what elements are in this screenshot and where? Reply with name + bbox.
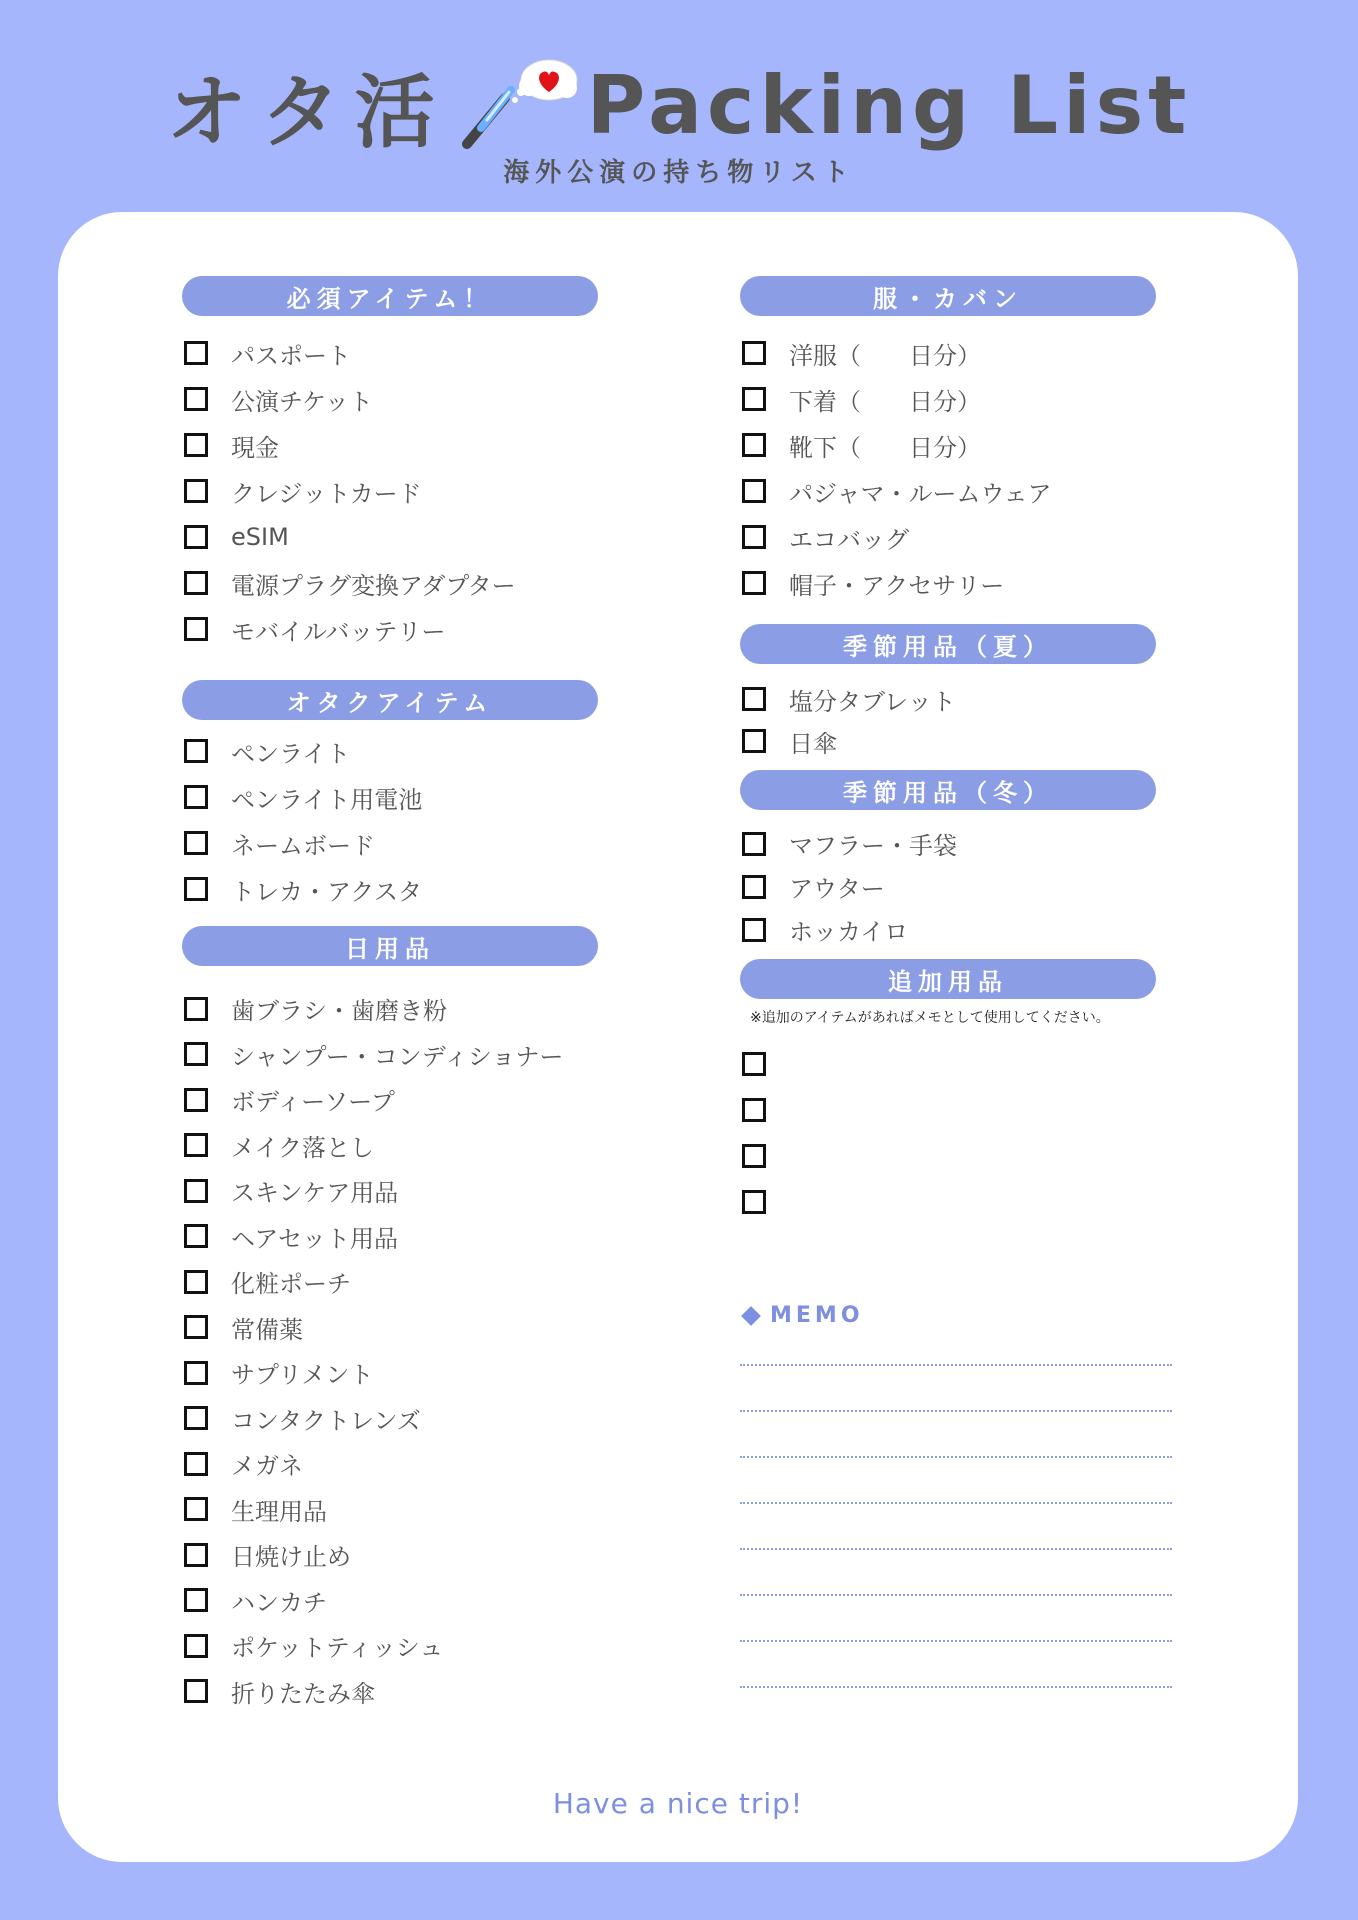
left-column — [182, 276, 602, 1714]
checkbox[interactable] — [184, 1179, 208, 1203]
item-label: コンタクトレンズ — [231, 1406, 421, 1435]
item-label: マフラー・手袋 — [789, 832, 957, 860]
item-label: モバイルバッテリー — [231, 617, 446, 646]
list-item[interactable] — [182, 728, 602, 774]
item-label: 生理用品 — [231, 1497, 327, 1526]
list-item[interactable] — [740, 514, 1160, 560]
item-label: 日焼け止め — [231, 1543, 351, 1572]
item-label: ペンライト — [231, 739, 351, 768]
list-item[interactable] — [182, 1623, 602, 1669]
item-label: パスポート — [231, 341, 351, 370]
list-item[interactable] — [182, 1532, 602, 1578]
section-title-summer: 季節用品（夏） — [740, 624, 1156, 664]
checkbox[interactable] — [742, 1190, 766, 1214]
checkbox[interactable] — [742, 1098, 766, 1122]
item-label: 電源プラグ変換アダプター — [231, 571, 516, 600]
memo-line — [740, 1364, 1172, 1366]
checkbox[interactable] — [184, 1679, 208, 1703]
item-label: 洋服（ 日分） — [789, 341, 981, 370]
item-label: ポケットティッシュ — [231, 1634, 444, 1663]
memo-line — [740, 1502, 1172, 1504]
item-label: 靴下（ 日分） — [789, 433, 981, 462]
item-label: 常備薬 — [231, 1315, 303, 1344]
blank-item[interactable] — [740, 1087, 1160, 1133]
memo-line — [740, 1594, 1172, 1596]
otaku-list — [182, 728, 602, 912]
title-en: Packing List — [586, 59, 1192, 152]
list-item[interactable] — [182, 1487, 602, 1533]
item-label: 塩分タブレット — [789, 687, 956, 716]
checkbox[interactable] — [742, 433, 766, 457]
item-label: サプリメント — [231, 1361, 374, 1390]
checkbox[interactable] — [184, 1406, 208, 1430]
list-item[interactable] — [740, 822, 1160, 865]
list-item[interactable] — [182, 774, 602, 820]
list-item[interactable] — [182, 986, 602, 1032]
memo-line — [740, 1456, 1172, 1458]
list-item[interactable] — [182, 514, 602, 560]
list-item[interactable] — [182, 330, 602, 376]
checkbox[interactable] — [742, 918, 766, 942]
item-label: シャンプー・コンディショナー — [231, 1042, 564, 1071]
checkbox[interactable] — [184, 1588, 208, 1612]
memo-line — [740, 1640, 1172, 1642]
checkbox[interactable] — [184, 1133, 208, 1157]
list-item[interactable] — [182, 820, 602, 866]
checkbox[interactable] — [742, 387, 766, 411]
checkbox[interactable] — [184, 739, 208, 763]
checkbox[interactable] — [184, 1543, 208, 1567]
list-item[interactable] — [740, 678, 1160, 720]
list-item[interactable] — [740, 422, 1160, 468]
section-title-otaku: オタクアイテム — [182, 680, 598, 720]
checkbox[interactable] — [184, 1497, 208, 1521]
checkbox[interactable] — [184, 1452, 208, 1476]
item-label: スキンケア用品 — [231, 1179, 399, 1208]
extra-note: ※追加のアイテムがあればメモとして使用してください。 — [750, 1010, 1110, 1026]
list-item[interactable] — [182, 1669, 602, 1715]
checkbox[interactable] — [742, 341, 766, 365]
memo-line — [740, 1548, 1172, 1550]
item-label: ホッカイロ — [789, 918, 909, 946]
checkbox[interactable] — [184, 1088, 208, 1112]
memo-lines[interactable] — [740, 1364, 1160, 1688]
checkbox[interactable] — [184, 479, 208, 503]
section-title-essentials: 必須アイテム！ — [182, 276, 598, 316]
checkbox[interactable] — [742, 832, 766, 856]
list-item[interactable] — [182, 1168, 602, 1214]
item-label: 現金 — [231, 433, 279, 462]
item-label: パジャマ・ルームウェア — [789, 479, 1052, 508]
item-label: アウター — [789, 875, 885, 903]
item-label: メガネ — [231, 1452, 303, 1481]
list-item[interactable] — [740, 865, 1160, 908]
subtitle: 海外公演の持ち物リスト — [503, 158, 855, 188]
right-column — [740, 276, 1160, 1688]
checkbox[interactable] — [184, 785, 208, 809]
footer-message: Have a nice trip! — [552, 1787, 804, 1820]
memo-label: MEMO — [770, 1303, 864, 1328]
checkbox[interactable] — [184, 525, 208, 549]
checkbox[interactable] — [742, 1052, 766, 1076]
section-title-winter: 季節用品（冬） — [740, 770, 1156, 810]
checkbox[interactable] — [184, 997, 208, 1021]
memo-line — [740, 1410, 1172, 1412]
daily-list — [182, 986, 602, 1714]
header — [0, 48, 1358, 163]
list-item[interactable] — [182, 606, 602, 652]
section-title-extra: 追加用品 — [740, 959, 1156, 999]
checkbox[interactable] — [742, 875, 766, 899]
summer-list — [740, 678, 1160, 762]
checkbox[interactable] — [742, 729, 766, 753]
blank-item[interactable] — [740, 1179, 1160, 1225]
essentials-list — [182, 330, 602, 652]
list-item[interactable] — [182, 1259, 602, 1305]
item-label: 日傘 — [789, 729, 837, 758]
item-label: eSIM — [231, 523, 289, 551]
checkbox[interactable] — [184, 387, 208, 411]
item-label: ボディーソープ — [231, 1088, 395, 1117]
checkbox[interactable] — [184, 831, 208, 855]
list-item[interactable] — [182, 1305, 602, 1351]
penlight-heart-icon — [453, 56, 583, 156]
item-label: 公演チケット — [231, 387, 373, 416]
checkbox[interactable] — [184, 1634, 208, 1658]
item-label: 下着（ 日分） — [789, 387, 981, 416]
extra-list — [740, 1041, 1160, 1225]
list-item[interactable] — [182, 866, 602, 912]
item-label: ヘアセット用品 — [231, 1224, 399, 1253]
list-item[interactable] — [182, 1396, 602, 1442]
blank-item[interactable] — [740, 1041, 1160, 1087]
blank-item[interactable] — [740, 1133, 1160, 1179]
memo-line — [740, 1686, 1172, 1688]
list-item[interactable] — [740, 468, 1160, 514]
winter-list — [740, 822, 1160, 951]
checkbox[interactable] — [742, 571, 766, 595]
checkbox[interactable] — [184, 1361, 208, 1385]
list-item[interactable] — [182, 1350, 602, 1396]
list-item[interactable] — [182, 376, 602, 422]
list-item[interactable] — [740, 376, 1160, 422]
list-item[interactable] — [182, 1578, 602, 1624]
section-title-clothes: 服・カバン — [740, 276, 1156, 316]
checkbox[interactable] — [184, 1224, 208, 1248]
item-label: メイク落とし — [231, 1133, 375, 1162]
checklist-card — [58, 212, 1298, 1862]
list-item[interactable] — [182, 468, 602, 514]
checkbox[interactable] — [742, 687, 766, 711]
item-label: 帽子・アクセサリー — [789, 571, 1005, 600]
item-label: エコバッグ — [789, 525, 909, 554]
checkbox[interactable] — [184, 1270, 208, 1294]
list-item[interactable] — [740, 330, 1160, 376]
checkbox[interactable] — [184, 571, 208, 595]
diamond-icon — [741, 1306, 761, 1326]
list-item[interactable] — [182, 1077, 602, 1123]
list-item[interactable] — [740, 720, 1160, 762]
checkbox[interactable] — [184, 617, 208, 641]
checkbox[interactable] — [742, 525, 766, 549]
list-item[interactable] — [182, 1441, 602, 1487]
list-item[interactable] — [740, 560, 1160, 606]
item-label: ネームボード — [231, 831, 375, 860]
list-item[interactable] — [182, 560, 602, 606]
clothes-list — [740, 330, 1160, 606]
item-label: 歯ブラシ・歯磨き粉 — [231, 997, 447, 1026]
checkbox[interactable] — [742, 479, 766, 503]
item-label: ペンライト用電池 — [231, 785, 423, 814]
item-label: 化粧ポーチ — [231, 1270, 351, 1299]
item-label: トレカ・アクスタ — [231, 877, 423, 906]
checkbox[interactable] — [742, 1144, 766, 1168]
checkbox[interactable] — [184, 1315, 208, 1339]
section-title-daily: 日用品 — [182, 926, 598, 966]
checkbox[interactable] — [184, 433, 208, 457]
checkbox[interactable] — [184, 877, 208, 901]
checkbox[interactable] — [184, 1042, 208, 1066]
item-label: ハンカチ — [231, 1588, 327, 1617]
item-label: クレジットカード — [231, 479, 422, 508]
title-jp: オタ活 — [166, 66, 449, 159]
list-item[interactable] — [740, 908, 1160, 951]
list-item[interactable] — [182, 1214, 602, 1260]
item-label: 折りたたみ傘 — [231, 1679, 375, 1708]
memo-heading — [740, 1303, 1160, 1328]
page-title — [167, 48, 1192, 163]
checkbox[interactable] — [184, 341, 208, 365]
list-item[interactable] — [182, 422, 602, 468]
list-item[interactable] — [182, 1032, 602, 1078]
list-item[interactable] — [182, 1123, 602, 1169]
